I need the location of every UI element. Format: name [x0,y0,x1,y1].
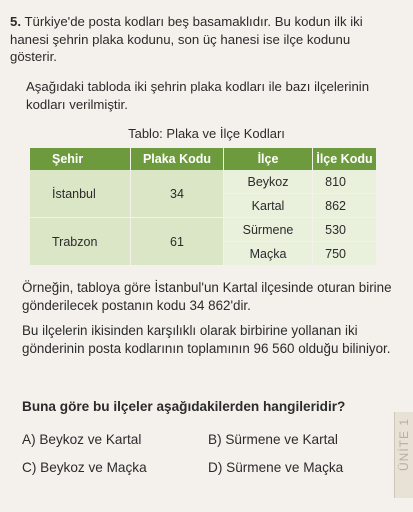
table-intro: Aşağıdaki tabloda iki şehrin plaka kodları ile bazı ilçelerinin kodları verilmiştir. [26,79,370,112]
district-code-cell: 862 [313,194,377,218]
header-district-code: İlçe Kodu [313,148,377,170]
plate-cell: 34 [131,170,224,218]
table-caption: Tablo: Plaka ve İlçe Kodları [128,126,285,141]
plate-cell: 61 [131,218,224,266]
table-row [30,218,376,242]
district-code-cell: 810 [313,170,377,194]
unit-side-tab-label: ÜNİTE 1 [397,418,411,472]
header-district: İlçe [224,148,313,170]
city-cell: Trabzon [30,218,131,266]
option-d[interactable]: D) Sürmene ve Maçka [208,460,344,475]
postal-code-table [30,148,376,266]
unit-side-tab [394,412,413,498]
table-row [30,170,376,194]
district-cell: Maçka [224,242,313,266]
header-plate: Plaka Kodu [131,148,224,170]
option-b[interactable]: B) Sürmene ve Kartal [208,432,338,447]
district-code-cell: 530 [313,218,377,242]
district-cell: Kartal [224,194,313,218]
city-cell: İstanbul [30,170,131,218]
header-city: Şehir [30,148,131,170]
question-intro-text: Türkiye'de posta kodları beş basamaklıdır. Bu kodun ilk iki hanesi şehrin plaka kodunu, son üç hanesi ise ilçe kodunu gösterir. [10,14,363,64]
question-text: Buna göre bu ilçeler aşağıdakilerden hangileridir? [22,399,346,414]
district-cell: Sürmene [224,218,313,242]
option-c[interactable]: C) Beykoz ve Maçka [22,460,147,475]
question-intro [10,13,396,66]
info-text: Bu ilçelerin ikisinden karşılıklı olarak birbirine yollanan iki gönderinin posta kodlarının toplamının 96 560 olduğu biliniyor. [22,323,391,356]
district-code-cell: 750 [313,242,377,266]
example-text: Örneğin, tabloya göre İstanbul'un Kartal ilçesinde oturan birine gönderilecek postanın kodu 34 862'dir. [22,280,392,313]
question-number: 5. [10,14,21,29]
district-cell: Beykoz [224,170,313,194]
option-a[interactable]: A) Beykoz ve Kartal [22,432,142,447]
